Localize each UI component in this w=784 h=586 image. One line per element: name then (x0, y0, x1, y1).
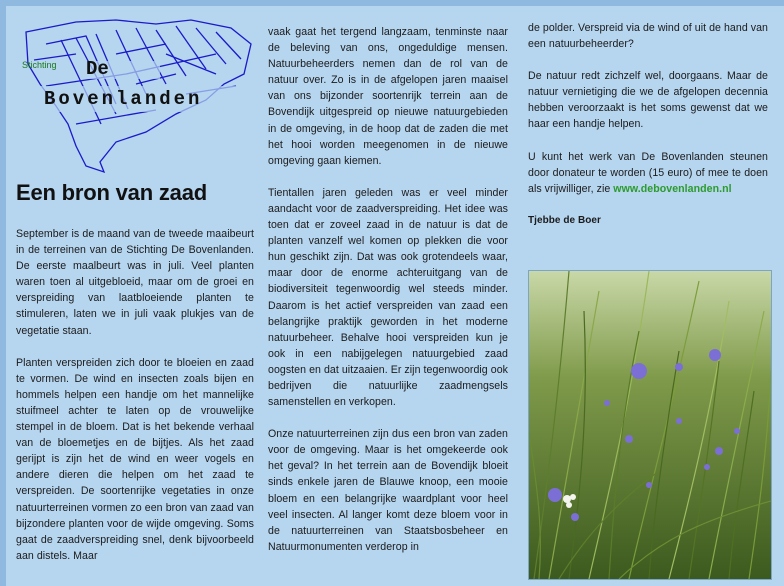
paragraph: Planten verspreiden zich door te bloeien en zaad te vormen. De wind en insecten zoals bijen en hommels helpen een handje om het mannelijke stuifmeel achter te laten op de vrouwelijke stempel in de bloem. Dat is het bekende verhaal van de bloemetjes en de bijtjes. Als het zaad gerijpt is zijn het de wind en weer vogels en andere dieren die helpen om het zaad te verspreiden. De soortenrijke vegetaties in onze natuurterreinen vormen zo een bron van zaad van bijzondere planten voor de wijde omgeving. Soms gaat de zaadverspreiding snel, denk bijvoorbeeld aan distels. Maar (16, 356, 254, 562)
paragraph: September is de maand van de tweede maaibeurt in de terreinen van de Stichting De Bovenlanden. De eerste maalbeurt was in juli. Veel planten waren toen al uitgebloeid, maar om de groei en verspreiding van laatbloeiende planten te stimuleren, laten we in juli vaak plukjes van de vegetatie staan. (16, 228, 254, 337)
paragraph: vaak gaat het tergend langzaam, tenminste naar de beleving van ons, ongeduldige mensen. Natuurbeheerders nemen dan de rol van de natuur over. Zo is in de afgelopen jaren maaisel van ons bijzonder soortenrijk terrein aan de Bovendijk uitgespreid op nieuwe natuurgebieden in de omgeving, in de hoop dat de zaden die met het hooi worden meegenomen in de nieuwe omgeving gaan kiemen. (268, 26, 508, 167)
paragraph: Onze natuurterreinen zijn dus een bron van zaden voor de omgeving. Maar is het omgekeerde ook het geval? In het terrein aan de Bovendijk bloeit sinds enkele jaren de Blauwe knoop, een mooie bloem en een belangrijke waardplant voor heel veel insecten. Al langer komt deze bloem voor in de natuurterreinen van Staatsbosbeheer en Natuurmonumenten verderop in (268, 428, 508, 553)
paragraph: de polder. Verspreid via de wind of uit de hand van een natuurbeheerder? (528, 22, 768, 51)
article-column-2 (268, 24, 508, 571)
article-column-3 (528, 20, 768, 245)
logo-stichting-label: Stichting (22, 60, 57, 70)
author-name: Tjebbe de Boer (528, 214, 601, 226)
article-column-1 (16, 226, 254, 580)
page-frame-left (0, 0, 6, 586)
page-frame-top (0, 0, 784, 6)
donate-paragraph (528, 149, 768, 197)
logo-bovenlanden-label: Bovenlanden (44, 88, 203, 110)
article-title: Een bron van zaad (16, 180, 207, 205)
meadow-flowers-photo (528, 270, 772, 580)
bovenlanden-logo (16, 14, 256, 174)
wildflower-meadow-image (529, 271, 771, 579)
website-link[interactable]: www.debovenlanden.nl (613, 182, 732, 195)
paragraph: De natuur redt zichzelf wel, doorgaans. Maar de natuur vernietiging die we de afgelopen decennia hebben veroorzaakt is het soms gewenst dat we haar een handje helpen. (528, 70, 768, 131)
paragraph: Tientallen jaren geleden was er veel minder aandacht voor de zaadverspreiding. Het idee was toen dat er zoveel zaad in de natuur is dat de planten vanzelf wel komen op plekken die voor hun geschikt zijn. Dat was ook grotendeels waar, maar door de enorme achteruitgang van de biodiversiteit tegenwoordig wel steeds minder. Daarom is het actief verspreiden van zaad een belangrijke praktijk geworden in het moderne natuurbeheer. Behalve hooi verspreiden kun je ook in een nabijgelegen natuurgebied zaad oogsten en dat uitzaaien. Er zijn tegenwoordig ook bedrijven die natuurlijke zaadmengsels samenstellen en verkopen. (268, 186, 508, 409)
logo-de-label: De (86, 58, 109, 80)
donate-text: U kunt het werk van De Bovenlanden steunen door donateur te worden (15 euro) of mee te doen als vrijwilliger, zie (528, 150, 768, 195)
